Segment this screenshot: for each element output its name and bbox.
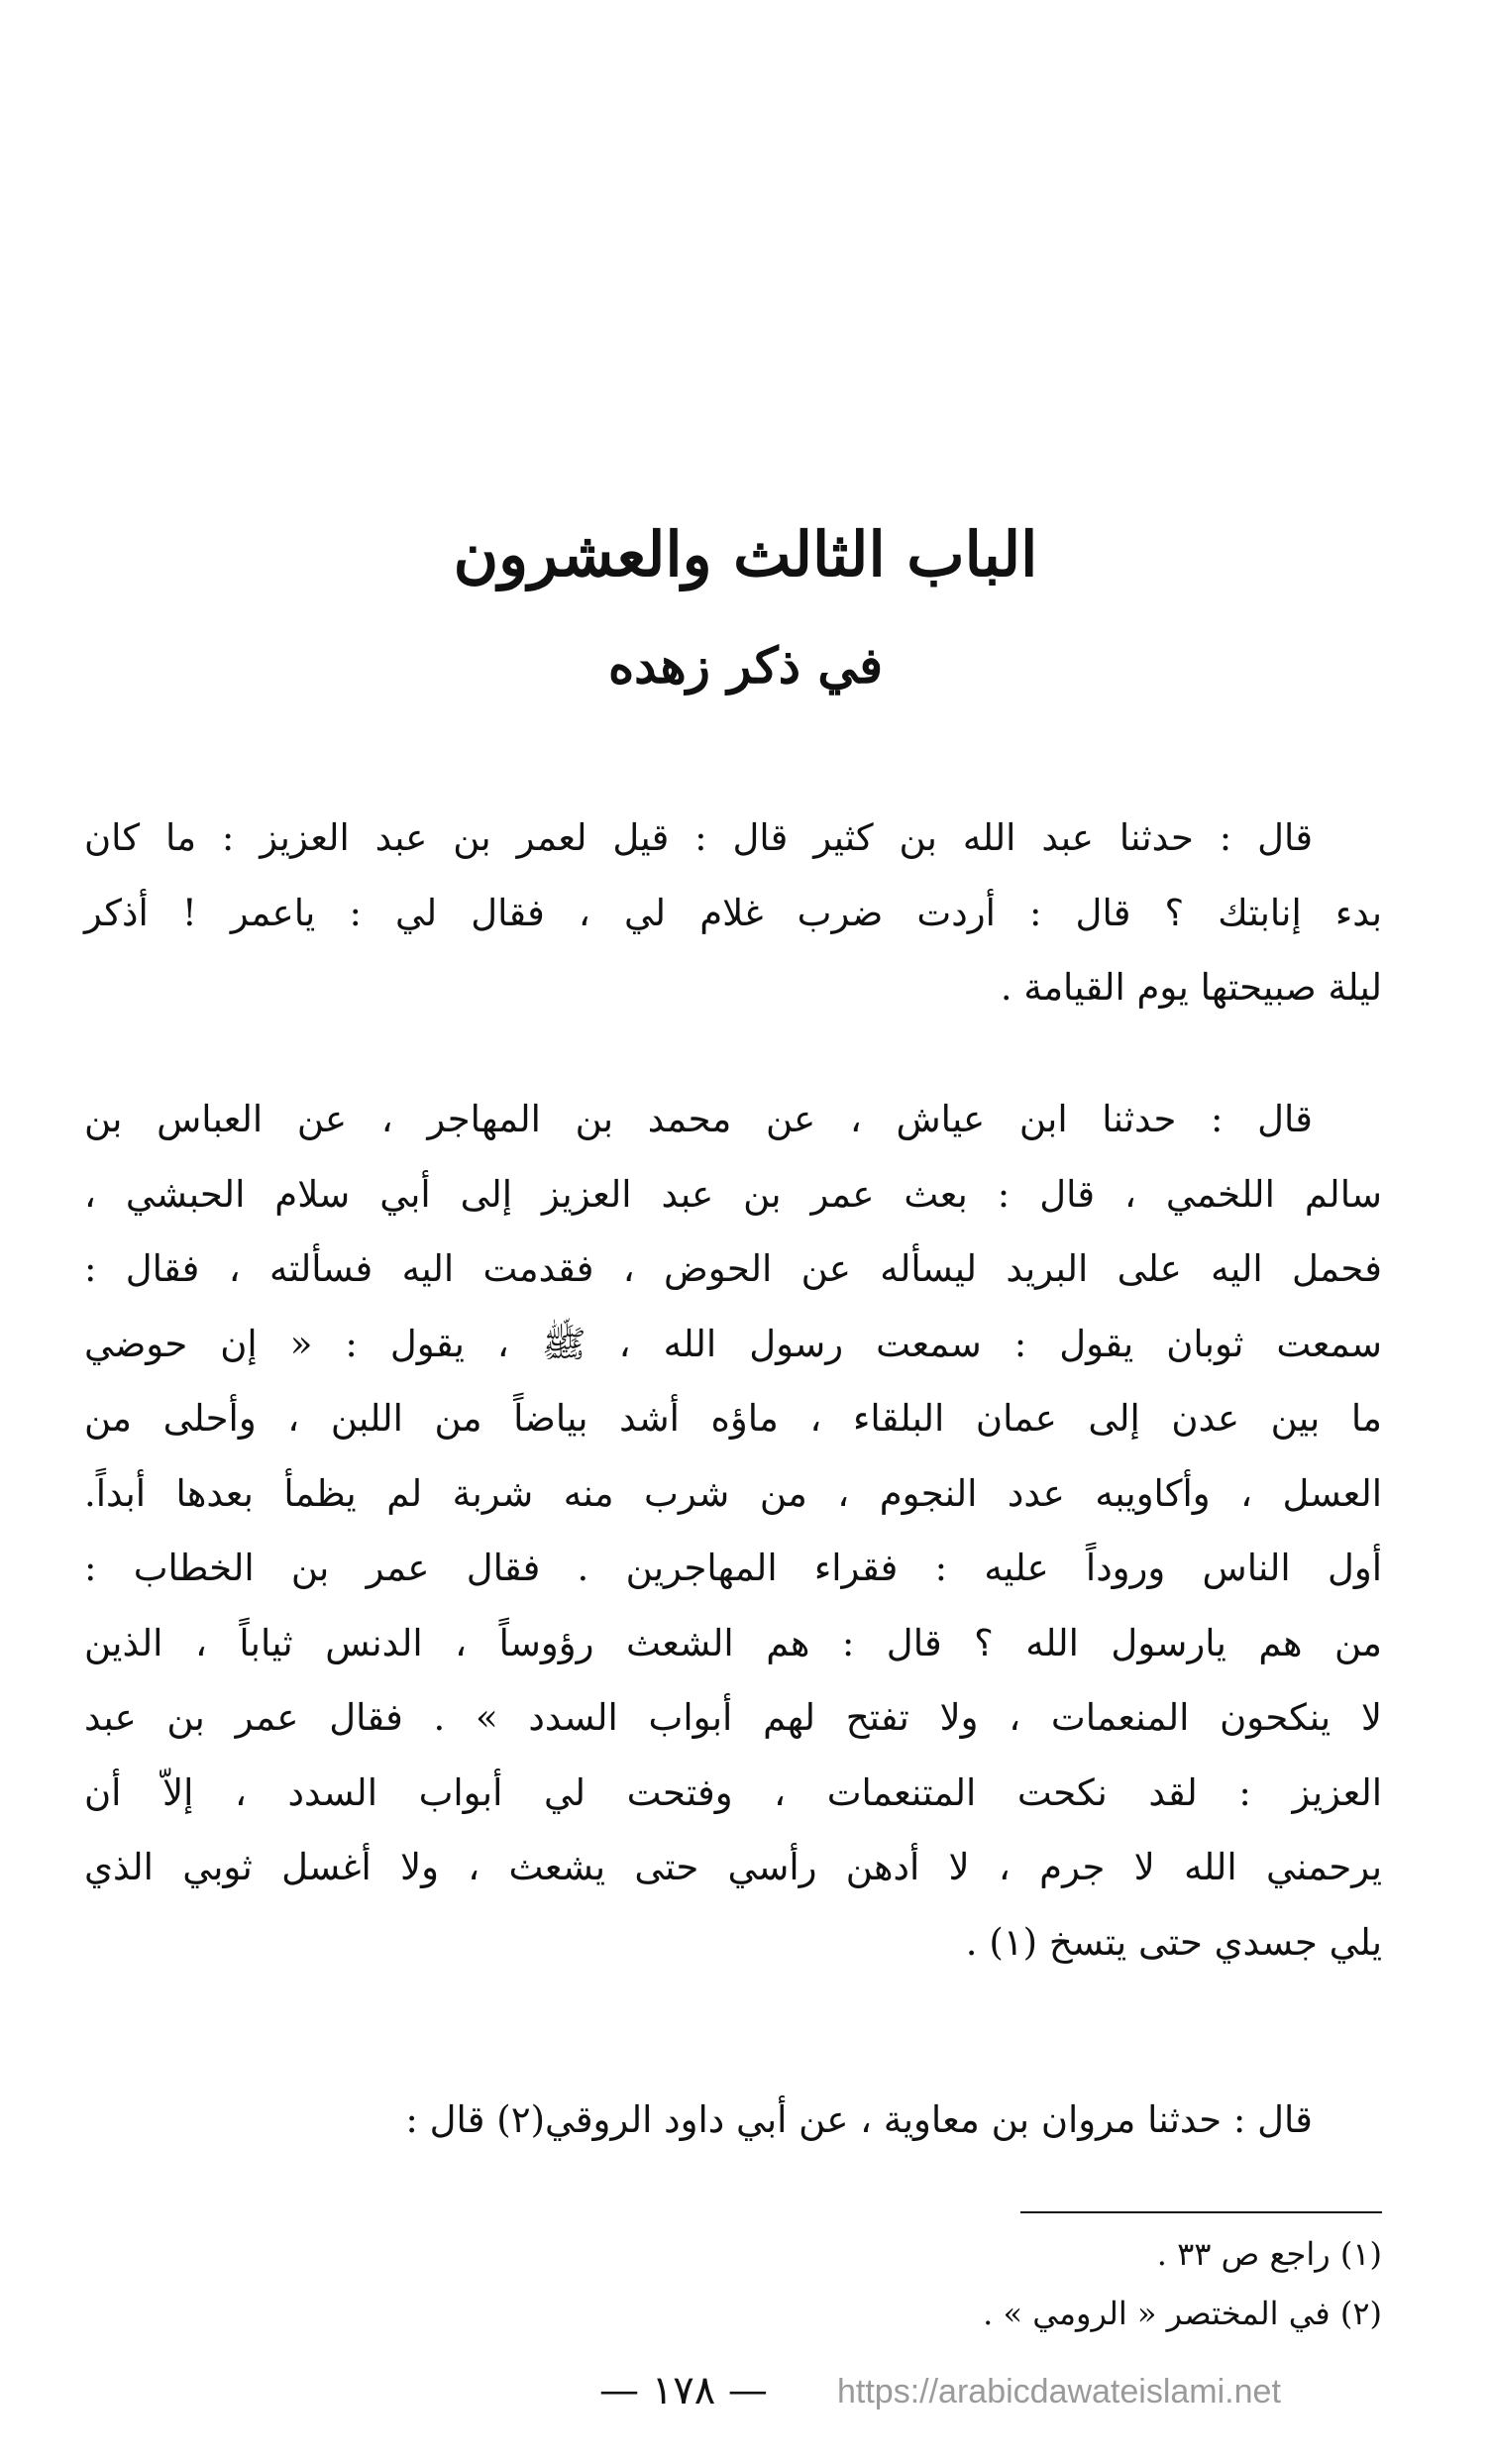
paragraph-3	[84, 2083, 1382, 2158]
paragraph-1	[84, 801, 1382, 1025]
footnote-divider	[1020, 2211, 1382, 2213]
text-line: قال : حدثنا عبد الله بن كثير قال : قيل لعمر بن عبد العزيز : ما كان	[84, 816, 1313, 859]
text-line: قال : حدثنا ابن عياش ، عن محمد بن المهاجر ، عن العباس بن	[84, 1098, 1313, 1140]
text-line: سالم اللخمي ، قال : بعث عمر بن عبد العزيز إلى أبي سلام الحبشي ،	[84, 1172, 1382, 1216]
text-line: قال : حدثنا مروان بن معاوية ، عن أبي داود الروقي(٢) قال :	[405, 2098, 1313, 2141]
paragraph-2	[84, 1082, 1382, 1980]
text-line: يرحمني الله لا جرم ، لا أدهن رأسي حتى يشعث ، ولا أغسل ثوبي الذي	[84, 1846, 1382, 1888]
footnote-1: (١) راجع ص ٣٣ .	[1156, 2235, 1382, 2273]
text-line: سمعت ثوبان يقول : سمعت رسول الله ، ﷺ ، يقول : « إن حوضي	[84, 1322, 1382, 1365]
chapter-subtitle: في ذكر زهده	[607, 636, 883, 695]
text-line: بدء إنابتك ؟ قال : أردت ضرب غلام لي ، فقال لي : ياعمر ! أذكر	[84, 891, 1382, 934]
chapter-title: الباب الثالث والعشرون	[453, 518, 1038, 590]
text-line: يلي جسدي حتى يتسخ (١) .	[965, 1920, 1382, 1964]
text-line: ليلة صبيحتها يوم القيامة .	[1000, 966, 1382, 1009]
text-line: لا ينكحون المنعمات ، ولا تفتح لهم أبواب السدد » . فقال عمر بن عبد	[84, 1696, 1382, 1739]
text-line: فحمل اليه على البريد ليسأله عن الحوض ، فقدمت اليه فسألته ، فقال :	[84, 1247, 1382, 1290]
page-number: — ١٧٨ —	[599, 2368, 768, 2413]
text-line: العسل ، وأكاويبه عدد النجوم ، من شرب منه شربة لم يظمأ بعدها أبداً.	[84, 1471, 1382, 1515]
text-line: ما بين عدن إلى عمان البلقاء ، ماؤه أشد بياضاً من اللبن ، وأحلى من	[84, 1397, 1382, 1440]
text-line: العزيز : لقد نكحت المتنعمات ، وفتحت لي أبواب السدد ، إلاّ أن	[84, 1770, 1382, 1814]
watermark-url: https://arabicdawateislami.net	[837, 2373, 1281, 2410]
text-line: أول الناس وروداً عليه : فقراء المهاجرين . فقال عمر بن الخطاب :	[84, 1547, 1382, 1589]
text-line: من هم يارسول الله ؟ قال : هم الشعث رؤوساً ، الدنس ثياباً ، الذين	[84, 1621, 1382, 1664]
footnote-2: (٢) في المختصر « الرومي » .	[983, 2295, 1382, 2332]
